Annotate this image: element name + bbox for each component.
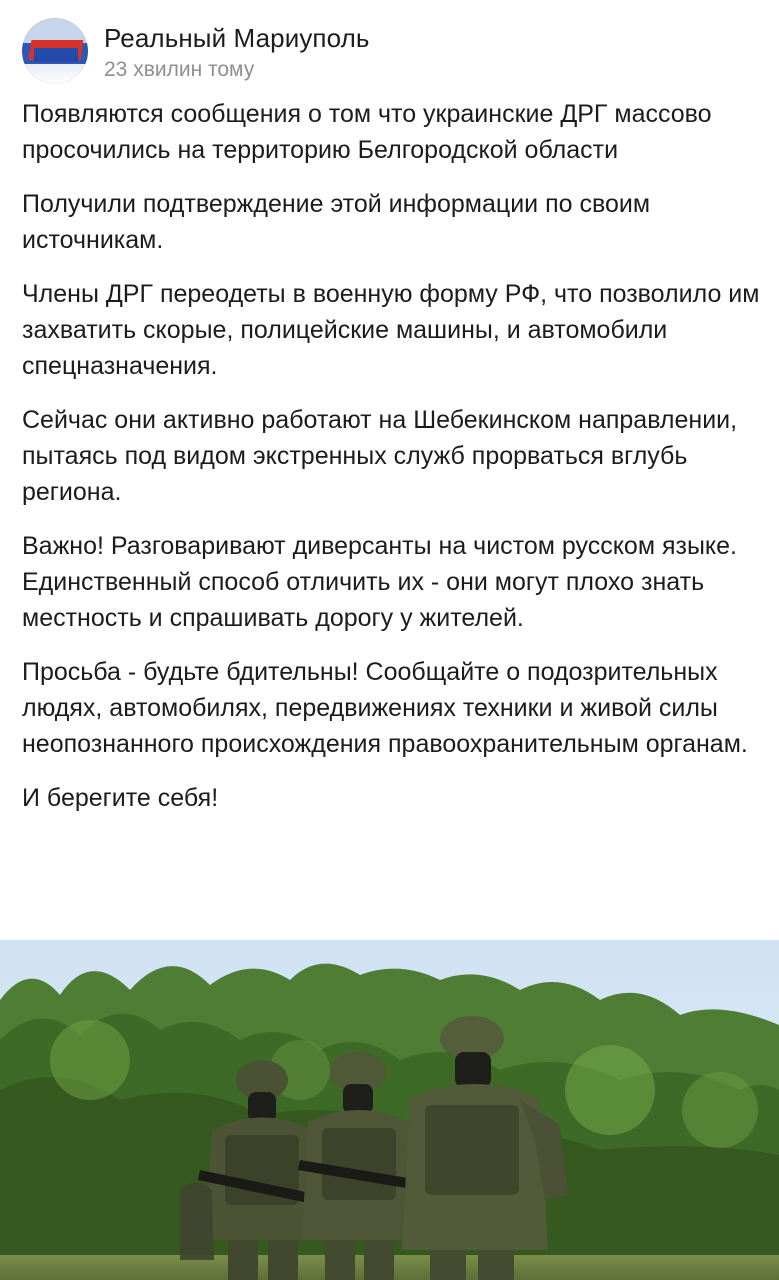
post-paragraph: Получили подтверждение этой информации по своим источникам.	[22, 190, 651, 254]
post-meta	[104, 18, 370, 84]
post-paragraph: Появляются сообщения о том что украинские ДРГ массово просочились на территорию Белгородской области	[22, 100, 712, 164]
post-paragraph: Члены ДРГ переодеты в военную форму РФ, что позволило им захватить скорые, полицейские машины, и автомобили спецназначения.	[22, 280, 760, 380]
post-header	[22, 18, 370, 84]
post-paragraph: И берегите себя!	[22, 784, 219, 812]
channel-name[interactable]: Реальный Мариуполь	[104, 23, 370, 53]
soldiers-photo-illustration	[0, 940, 779, 1280]
post-text	[22, 96, 762, 834]
channel-avatar[interactable]	[22, 18, 88, 84]
post-paragraph: Важно! Разговаривают диверсанты на чистом русском языке. Единственный способ отличить их - они могут плохо знать местность и спрашивать дорогу у жителей.	[22, 532, 738, 632]
post-timestamp: 23 хвилин тому	[104, 58, 255, 81]
post-photo[interactable]	[0, 940, 779, 1280]
post-paragraph: Сейчас они активно работают на Шебекинском направлении, пытаясь под видом экстренных служб прорваться вглубь региона.	[22, 406, 738, 506]
post-paragraph: Просьба - будьте бдительны! Сообщайте о подозрительных людях, автомобилях, передвижениях техники и живой силы неопознанного происхождения правоохранительным органам.	[22, 658, 748, 758]
avatar-sign-graphic-blue	[34, 48, 78, 62]
